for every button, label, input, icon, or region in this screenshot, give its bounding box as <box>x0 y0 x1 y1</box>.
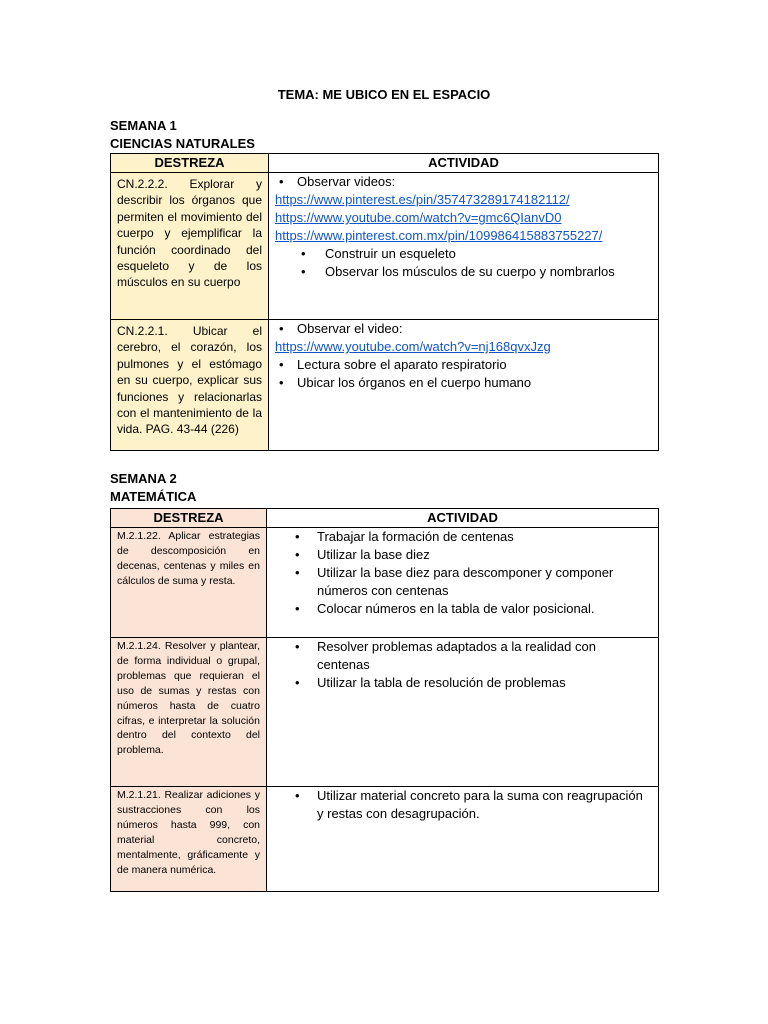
list-item: • Ubicar los órganos en el cuerpo humano <box>275 374 652 392</box>
actividad-cell <box>267 528 659 638</box>
table-header-row <box>111 154 659 173</box>
destreza-cell: CN.2.2.1. Ubicar el cerebro, el corazón, los pulmones y el estómago en su cuerpo, explicar sus funciones y relacionarlas con el mantenimiento de la vida. PAG. 43-44 (226) <box>111 320 269 451</box>
destreza-cell: M.2.1.24. Resolver y plantear, de forma individual o grupal, problemas que requieran el uso de sumas y restas con números hasta de cuatro cifras, e interpretar la solución dentro del contexto del problema. <box>111 638 267 787</box>
list-item: • Resolver problemas adaptados a la realidad con centenas <box>273 638 652 674</box>
week-1-subject: CIENCIAS NATURALES <box>110 136 255 151</box>
video-link[interactable]: https://www.youtube.com/watch?v=gmc6QIanvD0 <box>275 210 562 225</box>
video-link[interactable]: https://www.pinterest.com.mx/pin/109986415883755227/ <box>275 228 603 243</box>
list-item: • Utilizar la base diez <box>273 546 652 564</box>
table-header-row <box>111 509 659 528</box>
video-link[interactable]: https://www.pinterest.es/pin/357473289174182112/ <box>275 192 570 207</box>
list-item: • Observar el video: <box>275 320 652 338</box>
actividad-cell <box>267 638 659 787</box>
header-actividad: ACTIVIDAD <box>269 154 659 173</box>
header-actividad: ACTIVIDAD <box>267 509 659 528</box>
destreza-cell: M.2.1.22. Aplicar estrategias de descomposición en decenas, centenas y miles en cálculos de suma y resta. <box>111 528 267 638</box>
list-item: • Trabajar la formación de centenas <box>273 528 652 546</box>
actividad-cell <box>269 173 659 320</box>
list-item: • Lectura sobre el aparato respiratorio <box>275 356 652 374</box>
list-item: • Observar videos: <box>275 173 652 191</box>
destreza-cell: M.2.1.21. Realizar adiciones y sustracciones con los números hasta 999, con material concreto, mentalmente, gráficamente y de manera numérica. <box>111 787 267 892</box>
list-item: • Observar los músculos de su cuerpo y nombrarlos <box>275 263 652 281</box>
header-destreza: DESTREZA <box>111 154 269 173</box>
week-1-label: SEMANA 1 <box>110 118 177 133</box>
list-item: • Colocar números en la tabla de valor posicional. <box>273 600 652 618</box>
week-2-heading <box>110 470 196 506</box>
week-2-table <box>110 508 659 892</box>
destreza-cell: CN.2.2.2. Explorar y describir los órganos que permiten el movimiento del cuerpo y ejemplificar la función coordinado del esqueleto y de los músculos en su cuerpo <box>111 173 269 320</box>
actividad-cell <box>269 320 659 451</box>
video-link[interactable]: https://www.youtube.com/watch?v=nj168qvxJzg <box>275 339 551 354</box>
week-1-table <box>110 153 659 451</box>
table-row <box>111 787 659 892</box>
table-row <box>111 528 659 638</box>
table-row <box>111 320 659 451</box>
list-item: • Utilizar la base diez para descomponer y componer números con centenas <box>273 564 652 600</box>
page-title: TEMA: ME UBICO EN EL ESPACIO <box>277 87 491 102</box>
table-row <box>111 173 659 320</box>
list-item: • Construir un esqueleto <box>275 245 652 263</box>
week-2-label: SEMANA 2 <box>110 471 177 486</box>
list-item: • Utilizar la tabla de resolución de problemas <box>273 674 652 692</box>
list-item: • Utilizar material concreto para la suma con reagrupación y restas con desagrupación. <box>273 787 652 823</box>
table-row <box>111 638 659 787</box>
week-1-heading <box>110 117 255 153</box>
actividad-cell <box>267 787 659 892</box>
week-2-subject: MATEMÁTICA <box>110 489 197 504</box>
header-destreza: DESTREZA <box>111 509 267 528</box>
